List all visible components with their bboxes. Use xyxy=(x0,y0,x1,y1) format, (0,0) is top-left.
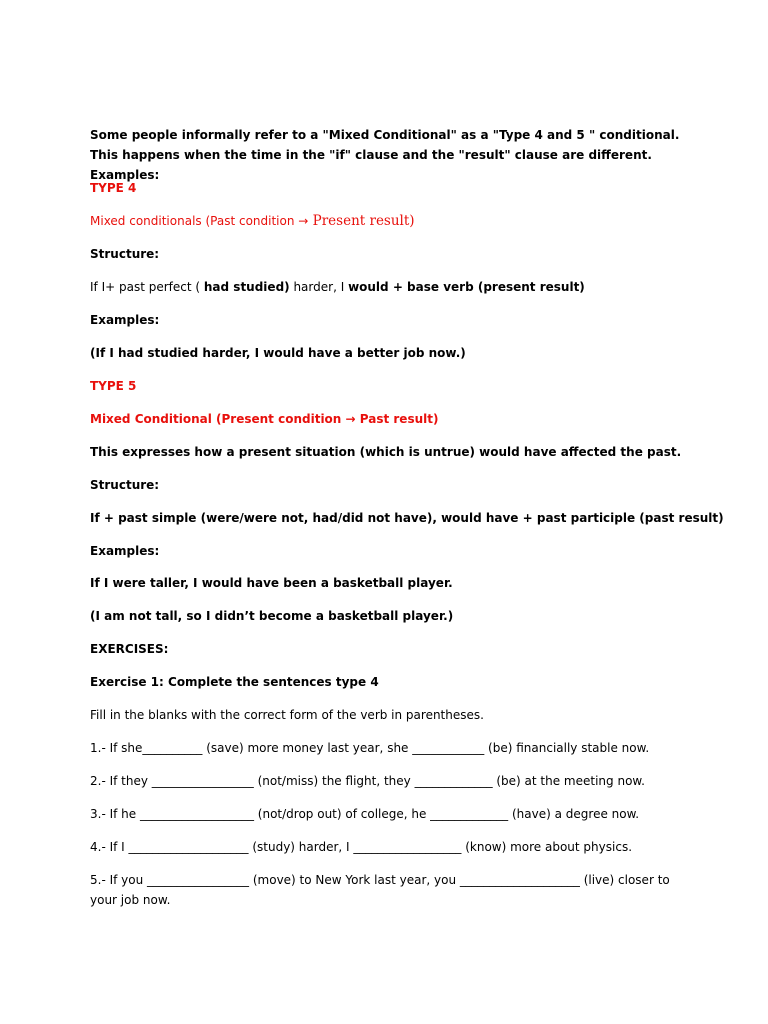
type5-example-2: (I am not tall, so I didn’t become a basketball player.) xyxy=(90,609,454,623)
type4-examples-label: Examples: xyxy=(90,313,160,327)
type5-examples-label: Examples: xyxy=(90,544,160,558)
type5-subheading xyxy=(90,409,680,429)
exercise-item: 5.- If you _________________ (move) to New York last year, you ____________________ (live) closer to your job now. xyxy=(90,873,670,907)
type4-subheading-part2: Present result) xyxy=(308,213,415,229)
intro-paragraph: Some people informally refer to a "Mixed Conditional" as a "Type 4 and 5 " conditional. This happens when the time in the "if" clause and the "result" clause are different. Examples: xyxy=(90,128,680,182)
exercise1-instructions: Fill in the blanks with the correct form of the verb in parentheses. xyxy=(90,708,484,722)
type4-structure-part2: had studied) xyxy=(203,280,290,294)
exercise-item: 1.- If she__________ (save) more money last year, she ____________ (be) financially stable now. xyxy=(90,741,650,755)
type4-structure-line xyxy=(90,277,680,297)
type4-structure-part3: harder, I xyxy=(289,280,349,294)
type5-example-1: If I were taller, I would have been a basketball player. xyxy=(90,576,453,590)
type5-heading: TYPE 5 xyxy=(90,379,137,393)
type5-description: This expresses how a present situation (which is untrue) would have affected the past. xyxy=(90,445,682,459)
exercise1-title: Exercise 1: Complete the sentences type 4 xyxy=(90,675,379,689)
type5-structure-label: Structure: xyxy=(90,478,160,492)
type5-subheading-part2: Past result) xyxy=(355,412,439,426)
exercise-item: 3.- If he ___________________ (not/drop out) of college, he _____________ (have) a degree now. xyxy=(90,807,640,821)
type4-heading: TYPE 4 xyxy=(90,181,137,195)
type4-structure-part4: would + base verb (present result) xyxy=(348,280,585,294)
arrow-icon: → xyxy=(298,214,309,228)
arrow-icon: → xyxy=(345,412,356,426)
type5-structure-text: If + past simple (were/were not, had/did not have), would have + past participle (past result) xyxy=(90,511,724,525)
type4-subheading xyxy=(90,211,680,231)
type4-subheading-part1: Mixed conditionals (Past condition xyxy=(90,214,299,228)
type4-example: (If I had studied harder, I would have a better job now.) xyxy=(90,346,466,360)
type5-structure-line xyxy=(90,508,724,528)
type4-structure-label: Structure: xyxy=(90,247,160,261)
exercises-label: EXERCISES: xyxy=(90,642,169,656)
exercise-item: 2.- If they _________________ (not/miss) the flight, they _____________ (be) at the meeting now. xyxy=(90,774,645,788)
exercise-item: 4.- If I ____________________ (study) harder, I __________________ (know) more about physics. xyxy=(90,840,633,854)
type5-subheading-part1: Mixed Conditional (Present condition xyxy=(90,412,346,426)
type4-structure-part1: If I+ past perfect ( xyxy=(90,280,204,294)
